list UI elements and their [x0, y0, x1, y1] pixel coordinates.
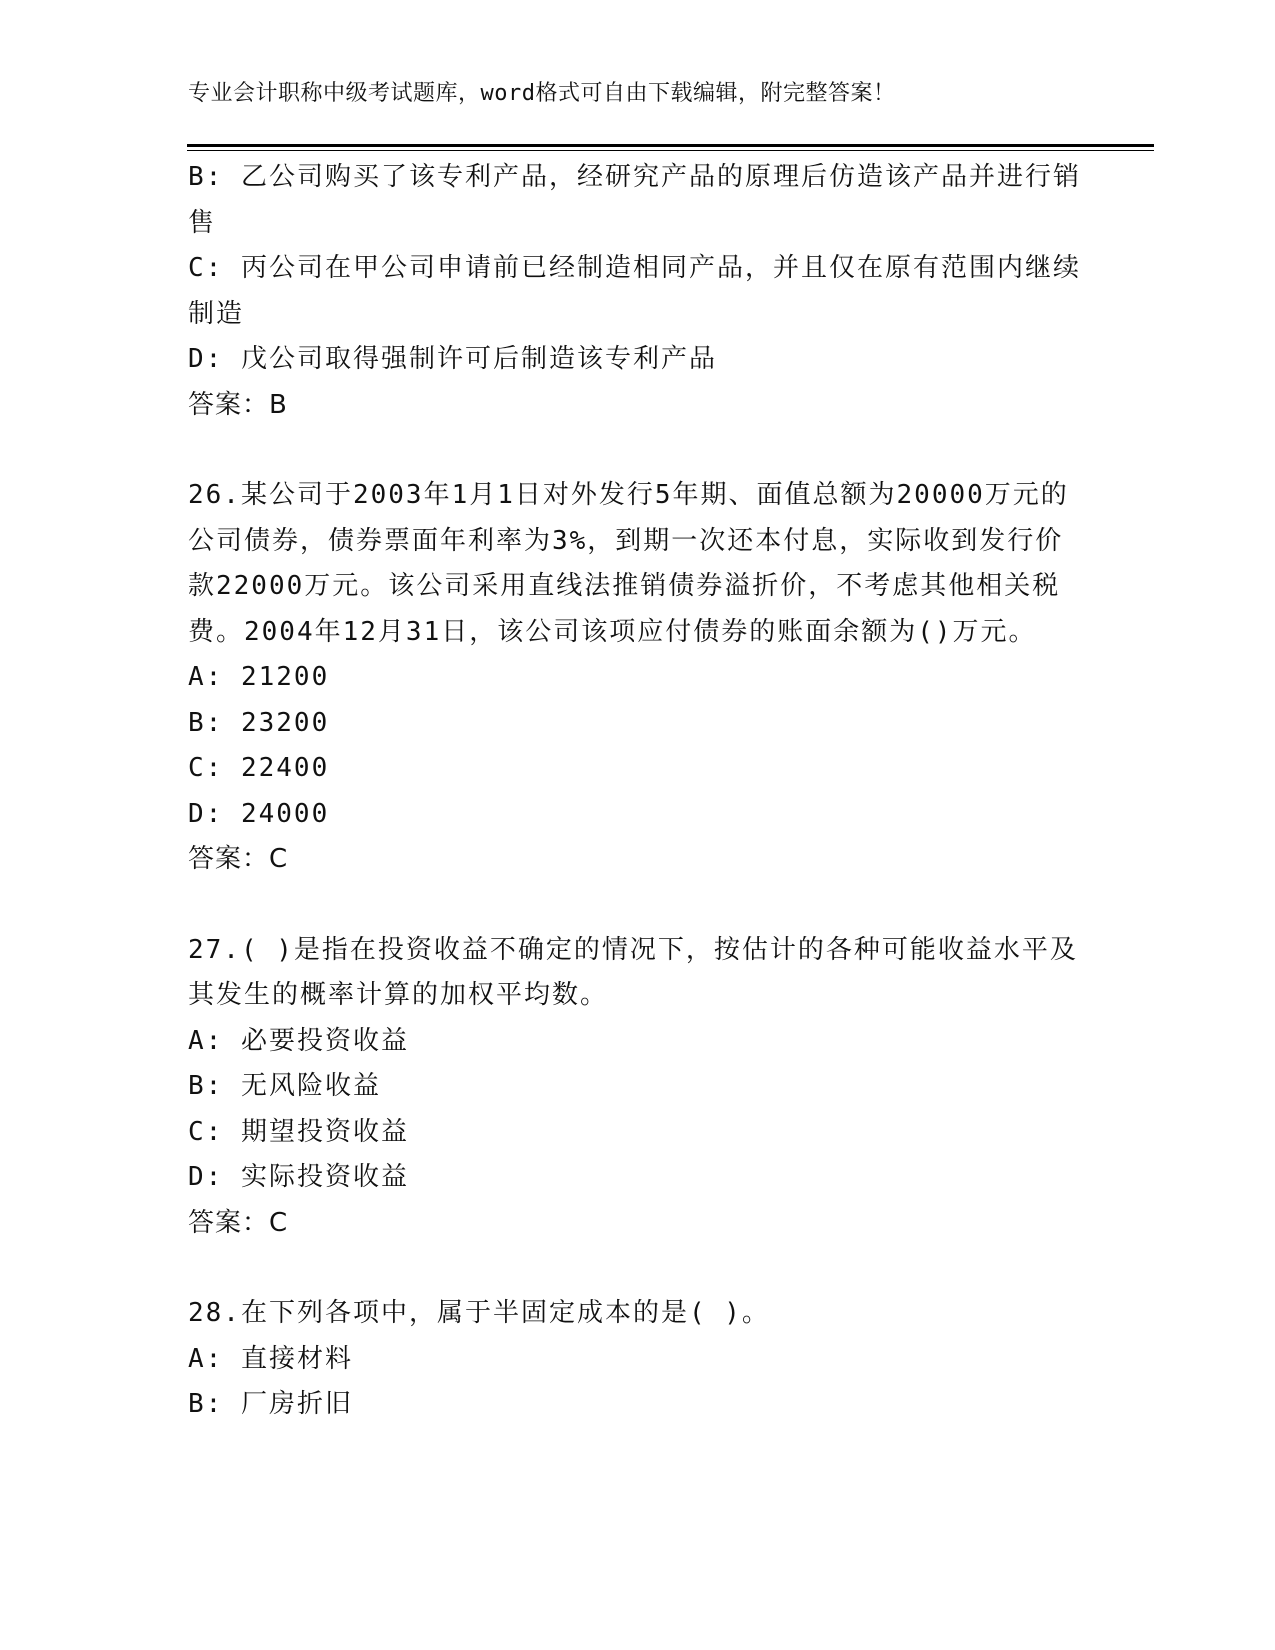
q25-option-c: C: 丙公司在甲公司申请前已经制造相同产品，并且仅在原有范围内继续制造: [188, 253, 1081, 329]
question-25-remainder: [188, 155, 1088, 428]
q26-option-b: B: 23200: [188, 707, 330, 738]
q26-option-c: C: 22400: [188, 753, 330, 783]
question-28: [188, 1291, 1088, 1428]
q28-option-a: A: 直接材料: [188, 1343, 353, 1374]
q26-answer: 答案：C: [188, 844, 289, 874]
q27-stem: 27.( )是指在投资收益不确定的情况下，按估计的各种可能收益水平及其发生的概率计算的加权平均数。: [188, 934, 1078, 1010]
q26-stem: 26.某公司于2003年1月1日对外发行5年期、面值总额为20000万元的公司债券，债券票面年利率为3%，到期一次还本付息，实际收到发行价款22000万元。该公司采用直线法推销债券溢折价，不考虑其他相关税费。2004年12月31日，该公司该项应付债券的账面余额为()万元。: [188, 480, 1069, 647]
q28-stem: 28.在下列各项中，属于半固定成本的是( )。: [188, 1298, 770, 1328]
q27-option-a: A: 必要投资收益: [188, 1025, 409, 1056]
q27-answer: 答案：C: [188, 1207, 289, 1238]
document-body: [188, 155, 1088, 1428]
q26-option-d: D: 24000: [188, 798, 330, 829]
q25-option-d: D: 戊公司取得强制许可后制造该专利产品: [188, 344, 717, 374]
question-26: [188, 473, 1088, 883]
q25-option-b: B: 乙公司购买了该专利产品，经研究产品的原理后仿造该产品并进行销售: [188, 162, 1081, 238]
header-rule-thin: [187, 150, 1154, 151]
header-rule-thick: [187, 144, 1154, 147]
q27-option-c: C: 期望投资收益: [188, 1116, 409, 1147]
question-27: [188, 928, 1088, 1247]
q26-option-a: A: 21200: [188, 662, 330, 692]
q28-option-b: B: 厂房折旧: [188, 1389, 353, 1419]
q25-answer: 答案：B: [188, 389, 288, 420]
q27-option-b: B: 无风险收益: [188, 1071, 381, 1101]
page-header: 专业会计职称中级考试题库，word格式可自由下载编辑，附完整答案！: [188, 81, 896, 106]
q27-option-d: D: 实际投资收益: [188, 1162, 409, 1192]
